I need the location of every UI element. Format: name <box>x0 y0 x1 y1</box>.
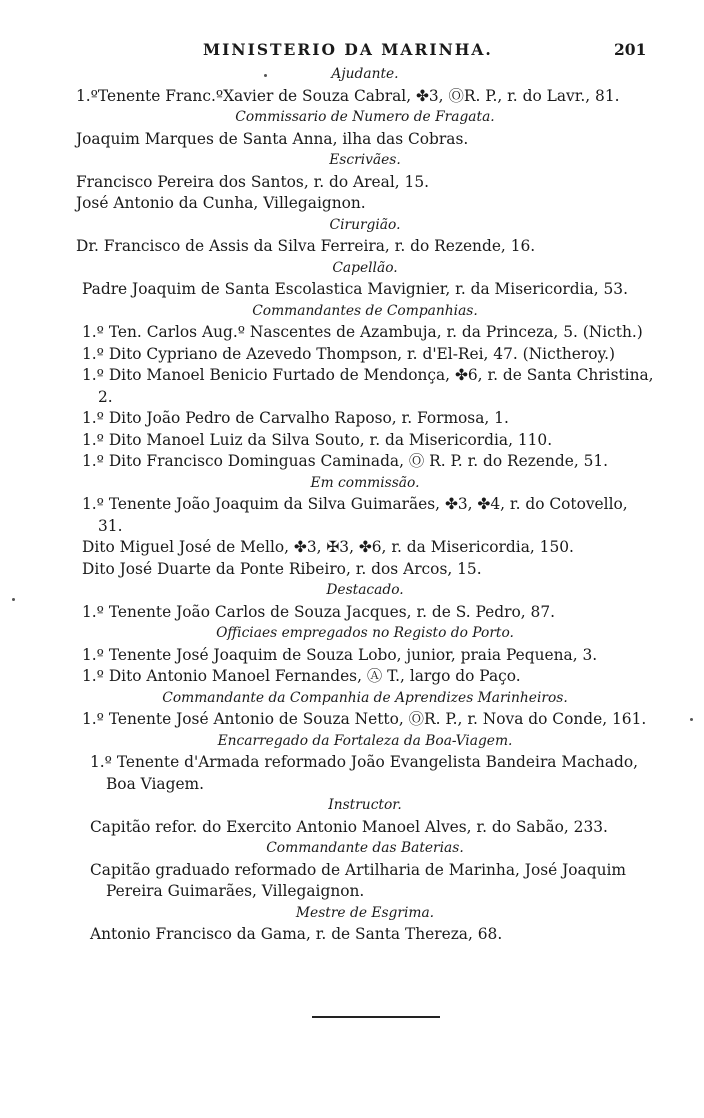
section-heading: Escrivães. <box>329 152 401 168</box>
list-item: 1.º Dito Manoel Benicio Furtado de Mendonça, ✤6, r. de Santa Christina, 2. <box>82 366 654 406</box>
header-title: MINISTERIO DA MARINHA. <box>203 40 493 59</box>
section-heading: Destacado. <box>326 582 404 598</box>
section-heading: Mestre de Esgrima. <box>295 904 435 921</box>
closing-rule <box>312 1016 440 1018</box>
section-heading: Commissario de Numero de Fragata. <box>235 109 495 125</box>
list-item: Dr. Francisco de Assis da Silva Ferreira, r. do Rezende, 16. <box>76 237 536 255</box>
list-item: 1.º Tenente José Joaquim de Souza Lobo, junior, praia Pequena, 3. <box>82 645 598 664</box>
list-item: 1.º Dito Francisco Dominguas Caminada, Ⓞ R. P. r. do Rezende, 51. <box>82 452 609 470</box>
section-heading: Capellão. <box>332 259 398 276</box>
list-item: Antonio Francisco da Gama, r. de Santa Thereza, 68. <box>90 925 503 943</box>
running-header <box>0 40 704 62</box>
print-speck <box>264 74 267 77</box>
list-item: 1.º Tenente João Joaquim da Silva Guimarães, ✤3, ✤4, r. do Cotovello, 31. <box>82 495 628 535</box>
section-heading: Encarregado da Fortaleza da Boa-Viagem. <box>217 732 513 749</box>
section-heading: Officiaes empregados no Registo do Porto. <box>216 625 514 641</box>
page-number: 201 <box>614 40 647 59</box>
list-item: 1.º Tenente José Antonio de Souza Netto, ⓄR. P., r. Nova do Conde, 161. <box>82 710 647 728</box>
list-item: Capitão refor. do Exercito Antonio Manoel Alves, r. do Sabão, 233. <box>90 817 608 836</box>
section-heading: Cirurgião. <box>329 216 401 233</box>
list-item: 1.º Dito Manoel Luiz da Silva Souto, r. da Misericordia, 110. <box>82 430 553 449</box>
section-heading: Commandante das Baterias. <box>266 840 464 856</box>
section-heading: Commandante da Companhia de Aprendizes Marinheiros. <box>162 689 568 706</box>
section-heading: Em commissão. <box>310 474 420 491</box>
list-item: 1.º Ten. Carlos Aug.º Nascentes de Azambuja, r. da Princeza, 5. (Nicth.) <box>82 323 643 341</box>
list-item: 1.º Tenente d'Armada reformado João Evangelista Bandeira Machado, Boa Viagem. <box>90 753 639 793</box>
list-item: 1.º Dito João Pedro de Carvalho Raposo, r. Formosa, 1. <box>82 409 509 427</box>
section-heading: Instructor. <box>328 797 402 813</box>
list-item: José Antonio da Cunha, Villegaignon. <box>76 194 366 212</box>
list-item: 1.ºTenente Franc.ºXavier de Souza Cabral, ✤3, ⓄR. P., r. do Lavr., 81. <box>76 86 620 105</box>
print-speck <box>690 718 693 721</box>
list-item: 1.º Dito Cypriano de Azevedo Thompson, r. d'El-Rei, 47. (Nictheroy.) <box>82 344 616 363</box>
list-item: Dito Miguel José de Mello, ✤3, ✠3, ✤6, r. da Misericordia, 150. <box>82 538 574 556</box>
list-item: Capitão graduado reformado de Artilharia de Marinha, José Joaquim Pereira Guimarães, Villegaignon. <box>90 860 627 900</box>
section-heading: Commandantes de Companhias. <box>252 302 478 319</box>
page-body <box>76 64 654 946</box>
list-item: Dito José Duarte da Ponte Ribeiro, r. dos Arcos, 15. <box>82 559 482 578</box>
print-speck <box>12 598 15 601</box>
section-heading: Ajudante. <box>331 66 399 82</box>
list-item: Padre Joaquim de Santa Escolastica Mavignier, r. da Misericordia, 53. <box>82 280 628 298</box>
list-item: Joaquim Marques de Santa Anna, ilha das Cobras. <box>76 129 469 148</box>
list-item: 1.º Dito Antonio Manoel Fernandes, Ⓐ T., largo do Paço. <box>82 667 521 685</box>
list-item: Francisco Pereira dos Santos, r. do Areal, 15. <box>76 172 429 191</box>
list-item: 1.º Tenente João Carlos de Souza Jacques, r. de S. Pedro, 87. <box>82 602 556 621</box>
